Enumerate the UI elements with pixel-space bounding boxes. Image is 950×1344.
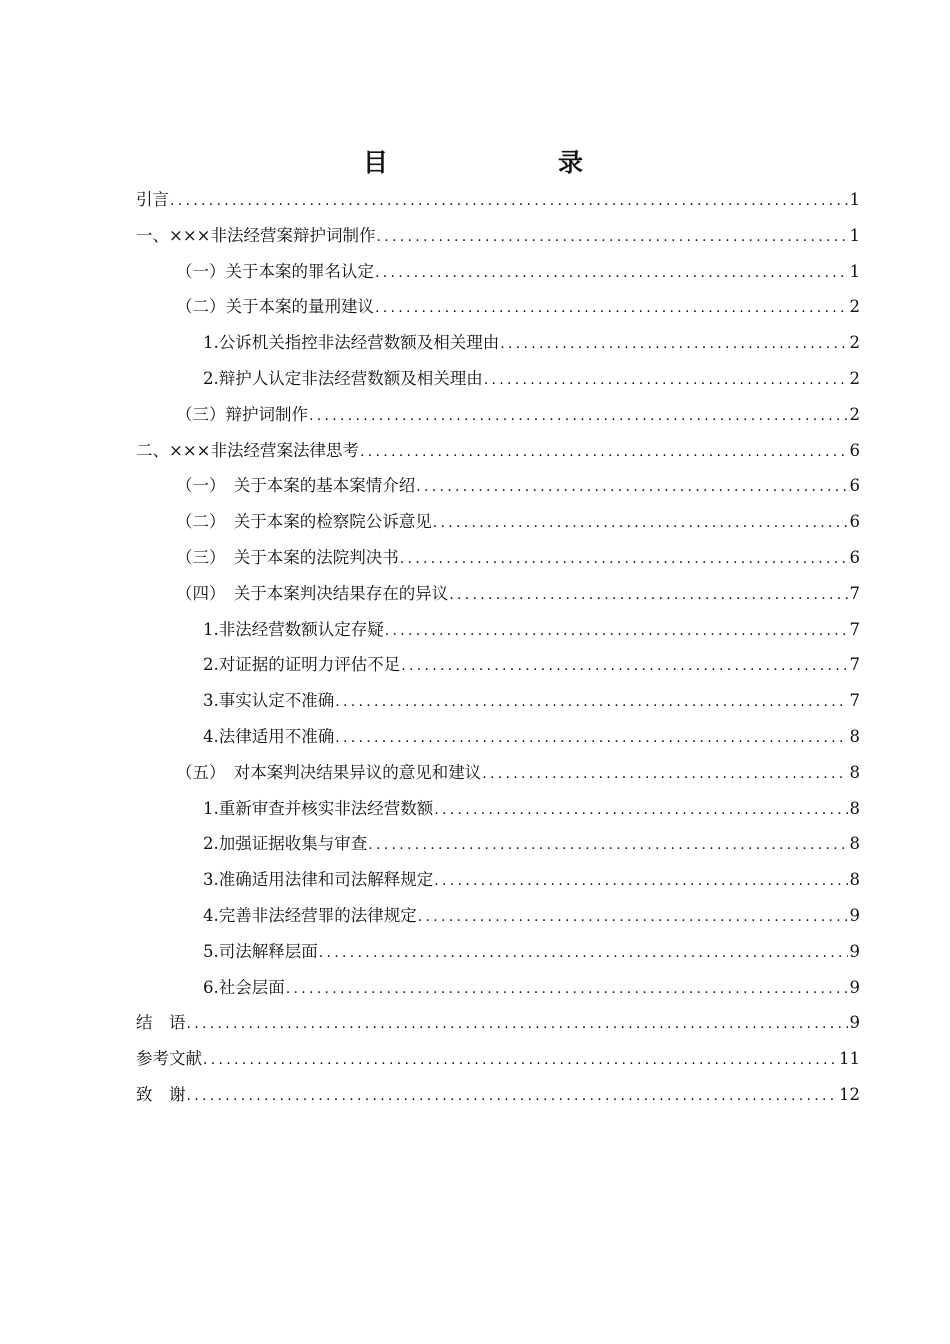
toc-entry[interactable] — [136, 970, 860, 1006]
toc-entry-page-number: 8 — [849, 834, 860, 854]
toc-entry-label: （一）关于本案的罪名认定 — [176, 261, 374, 281]
toc-entry-page-number: 6 — [849, 547, 860, 567]
toc-entry[interactable] — [136, 612, 860, 648]
toc-entry[interactable] — [136, 791, 860, 827]
toc-entry-label: （三）辩护词制作 — [176, 404, 308, 424]
dot-leader — [203, 1043, 837, 1079]
toc-entry[interactable] — [136, 862, 860, 898]
toc-entry[interactable] — [136, 433, 860, 469]
dot-leader — [416, 470, 847, 506]
toc-entry-label: 3.事实认定不准确 — [203, 691, 335, 711]
toc-entry-label: 参考文献 — [136, 1049, 202, 1069]
toc-entry-page-number: 2 — [849, 368, 860, 388]
dot-leader — [360, 435, 848, 471]
toc-entry-label: 6.社会层面 — [203, 977, 285, 997]
toc-entry-label: 1.公诉机关指控非法经营数额及相关理由 — [203, 333, 500, 353]
toc-entry-page-number: 1 — [849, 190, 860, 209]
dot-leader — [309, 399, 848, 435]
toc-entry[interactable] — [136, 1041, 860, 1077]
toc-entry[interactable] — [136, 719, 860, 755]
toc-entry-page-number: 2 — [849, 333, 860, 353]
toc-entry-label: 2.辩护人认定非法经营数额及相关理由 — [203, 368, 483, 388]
dot-leader — [187, 1079, 838, 1115]
toc-entry-label: 5.司法解释层面 — [203, 941, 318, 961]
dot-leader — [375, 291, 848, 327]
dot-leader — [187, 1007, 848, 1043]
toc-entry[interactable] — [136, 1077, 860, 1113]
dot-leader — [286, 972, 848, 1008]
dot-leader — [401, 649, 847, 685]
toc-entry-label: 2.对证据的证明力评估不足 — [203, 655, 401, 675]
toc-entry[interactable] — [136, 361, 860, 397]
dot-leader — [449, 578, 847, 614]
toc-entry-label: 一、×××非法经营案辩护词制作 — [136, 225, 376, 245]
toc-entry-label: 1.重新审查并核实非法经营数额 — [203, 798, 434, 818]
toc-entry-label: （四） 关于本案判决结果存在的异议 — [176, 583, 449, 603]
toc-entry[interactable] — [136, 218, 860, 254]
dot-leader — [433, 506, 848, 542]
dot-leader — [170, 184, 848, 220]
toc-entry[interactable] — [136, 576, 860, 612]
toc-entry-page-number: 11 — [839, 1049, 860, 1069]
toc-entry[interactable] — [136, 504, 860, 540]
toc-entry-page-number: 8 — [849, 762, 860, 782]
toc-entry-page-number: 7 — [849, 655, 860, 675]
toc-entry-label: （五） 对本案判决结果异议的意见和建议 — [176, 762, 482, 782]
toc-entry-label: 2.加强证据收集与审查 — [203, 834, 368, 854]
toc-title: 目 录 — [362, 148, 623, 177]
toc-entry[interactable] — [136, 1005, 860, 1041]
toc-entry-label: 二、×××非法经营案法律思考 — [136, 440, 359, 460]
toc-entry-label: 4.法律适用不准确 — [203, 726, 335, 746]
toc-entry-page-number: 6 — [849, 476, 860, 496]
toc-entry-page-number: 6 — [849, 440, 860, 460]
dot-leader — [418, 900, 848, 936]
toc-entry[interactable] — [136, 254, 860, 290]
toc-entry-page-number: 9 — [849, 941, 860, 961]
toc-entry[interactable] — [136, 934, 860, 970]
toc-entry-page-number: 12 — [839, 1084, 860, 1104]
toc-entry-page-number: 7 — [849, 583, 860, 603]
toc-entry-page-number: 2 — [849, 297, 860, 317]
toc-entry[interactable] — [136, 325, 860, 361]
dot-leader — [434, 864, 847, 900]
toc-entry-page-number: 7 — [849, 691, 860, 711]
toc-entry-page-number: 6 — [849, 512, 860, 532]
toc-entry[interactable] — [136, 826, 860, 862]
toc-entry[interactable] — [136, 898, 860, 934]
dot-leader — [482, 757, 847, 793]
toc-entry-label: 3.准确适用法律和司法解释规定 — [203, 870, 434, 890]
toc-entry-label: 4.完善非法经营罪的法律规定 — [203, 905, 417, 925]
toc-entry-label: （二）关于本案的量刑建议 — [176, 297, 374, 317]
dot-leader — [368, 828, 847, 864]
toc-entry-label: 致 谢 — [136, 1084, 186, 1104]
dot-leader — [319, 936, 848, 972]
dot-leader — [335, 721, 847, 757]
toc-entry-label: 结 语 — [136, 1013, 186, 1033]
toc-entry-page-number: 1 — [849, 261, 860, 281]
toc-entry[interactable] — [136, 182, 860, 218]
toc-entry[interactable] — [136, 647, 860, 683]
toc-list — [136, 182, 860, 1113]
toc-entry-label: 引言 — [136, 190, 169, 209]
toc-entry-page-number: 9 — [849, 977, 860, 997]
dot-leader — [335, 685, 847, 721]
toc-entry-page-number: 8 — [849, 870, 860, 890]
toc-entry[interactable] — [136, 468, 860, 504]
dot-leader — [434, 793, 847, 829]
toc-entry-page-number: 1 — [849, 225, 860, 245]
toc-entry-page-number: 9 — [849, 1013, 860, 1033]
dot-leader — [500, 327, 847, 363]
toc-entry[interactable] — [136, 540, 860, 576]
toc-entry-page-number: 8 — [849, 798, 860, 818]
dot-leader — [400, 542, 848, 578]
toc-entry-label: （三） 关于本案的法院判决书 — [176, 547, 399, 567]
toc-entry-label: （一） 关于本案的基本案情介绍 — [176, 476, 416, 496]
dot-leader — [385, 614, 848, 650]
toc-entry-label: 1.非法经营数额认定存疑 — [203, 619, 384, 639]
dot-leader — [484, 363, 848, 399]
dot-leader — [375, 256, 848, 292]
toc-entry-page-number: 8 — [849, 726, 860, 746]
toc-entry-page-number: 7 — [849, 619, 860, 639]
toc-entry-page-number: 9 — [849, 905, 860, 925]
dot-leader — [376, 220, 847, 256]
toc-entry[interactable] — [136, 397, 860, 433]
toc-entry[interactable] — [136, 755, 860, 791]
toc-entry-page-number: 2 — [849, 404, 860, 424]
toc-entry[interactable] — [136, 289, 860, 325]
toc-entry-label: （二） 关于本案的检察院公诉意见 — [176, 512, 432, 532]
toc-entry[interactable] — [136, 683, 860, 719]
